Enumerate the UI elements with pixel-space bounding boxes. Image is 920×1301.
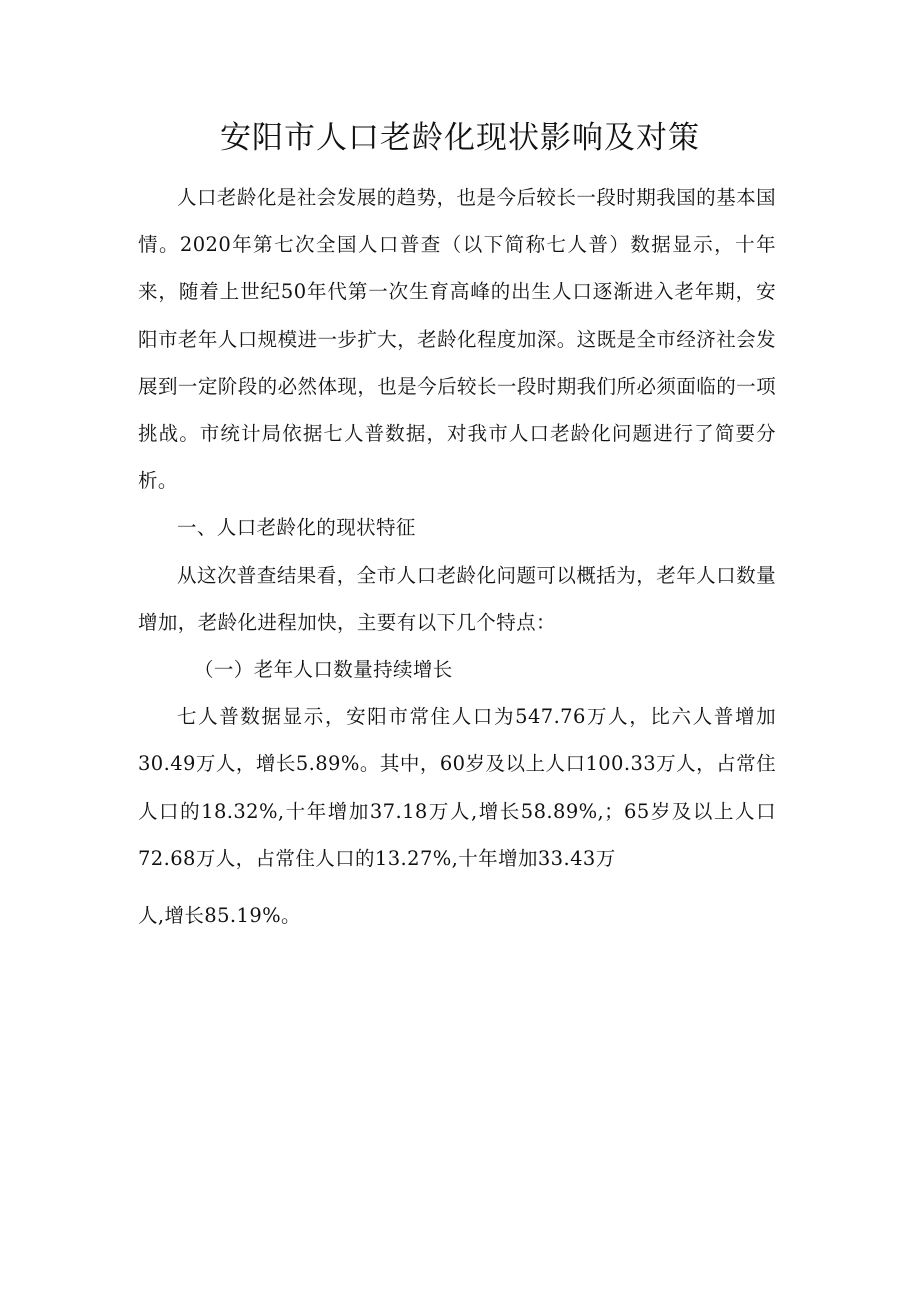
section-heading-1: 一、人口老龄化的现状特征 xyxy=(177,516,416,540)
document-title: 安阳市人口老龄化现状影响及对策 xyxy=(220,120,700,156)
subsection-1-paragraph: 七人普数据显示，安阳市常住人口为547.76万人，比六人普增加30.49万人，增长5.89%。其中，60岁及以上人口100.33万人，占常住人口的18.32%,十年增加37.18万人,增长58.89%,；65岁及以上人口72.68万人，占常住人口的13.27%,十年增加33.43万 xyxy=(138,705,776,870)
subsection-heading-1: （一）老年人口数量持续增长 xyxy=(194,658,453,682)
subsection-1-paragraph-tail: 人,增长85.19%。 xyxy=(138,904,301,928)
document-body xyxy=(138,174,776,939)
section-1-intro-paragraph: 从这次普查结果看，全市人口老龄化问题可以概括为，老年人口数量增加，老龄化进程加快，主要有以下几个特点： xyxy=(138,563,776,634)
intro-paragraph: 人口老龄化是社会发展的趋势，也是今后较长一段时期我国的基本国情。2020年第七次全国人口普查（以下简称七人普）数据显示，十年来，随着上世纪50年代第一次生育高峰的出生人口逐渐进入老年期，安阳市老年人口规模进一步扩大，老龄化程度加深。这既是全市经济社会发展到一定阶段的必然体现，也是今后较长一段时期我们所必须面临的一项挑战。市统计局依据七人普数据，对我市人口老龄化问题进行了简要分析。 xyxy=(138,186,776,493)
